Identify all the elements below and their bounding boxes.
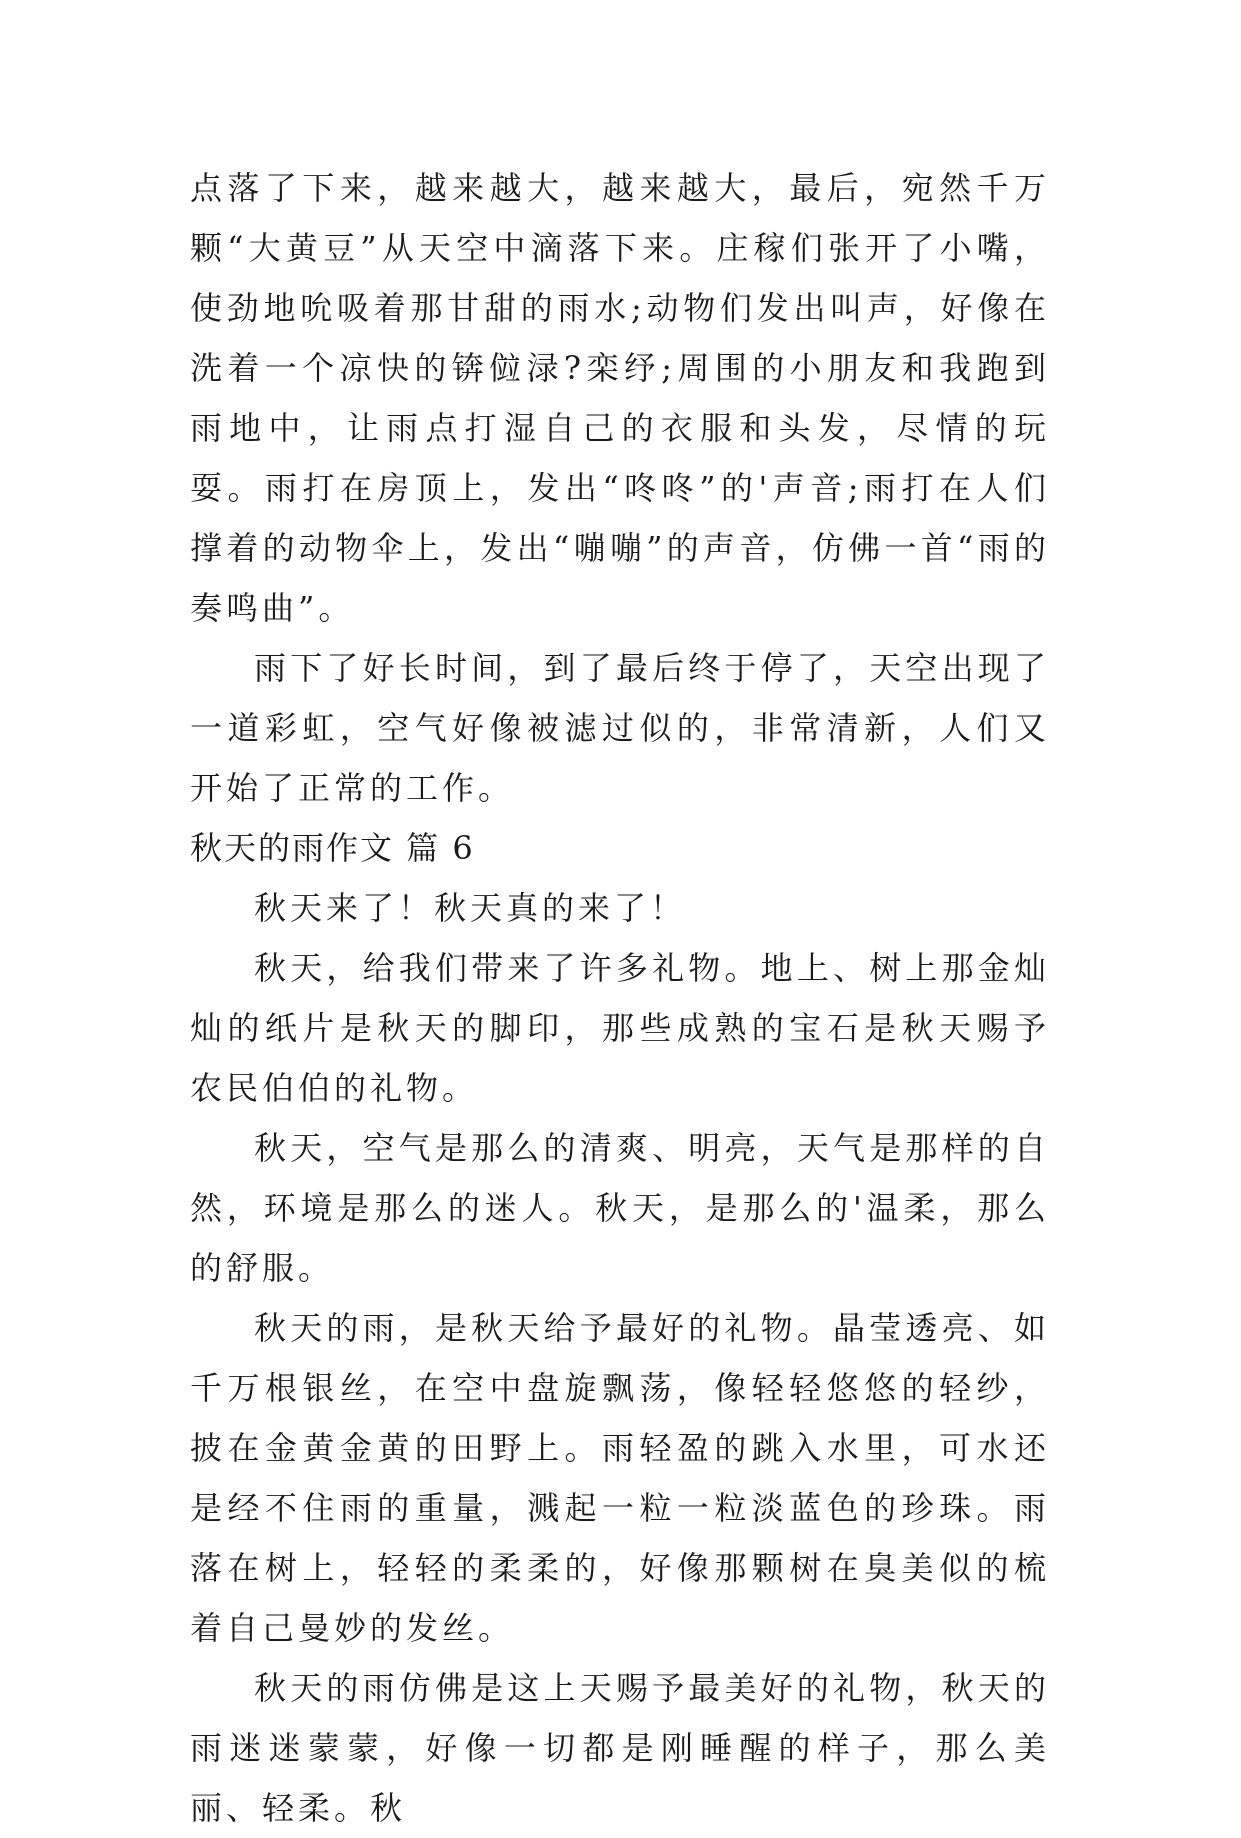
paragraph-rainbow: 雨下了好长时间，到了最后终于停了，天空出现了一道彩虹，空气好像被滤过似的，非常清新，人们又开始了正常的工作。: [190, 649, 1050, 807]
paragraph-autumn-rain: 秋天的雨，是秋天给予最好的礼物。晶莹透亮、如千万根银丝，在空中盘旋飘荡，像轻轻悠悠的轻纱，披在金黄金黄的田野上。雨轻盈的跳入水里，可水还是经不住雨的重量，溅起一粒一粒淡蓝色的珍珠。雨落在树上，轻轻的柔柔的，好像那颗树在臭美似的梳着自己曼妙的发丝。: [190, 1309, 1050, 1647]
paragraph-autumn-gifts: 秋天，给我们带来了许多礼物。地上、树上那金灿灿的纸片是秋天的脚印，那些成熟的宝石是秋天赐予农民伯伯的礼物。: [190, 949, 1050, 1107]
paragraph-autumn-air: 秋天，空气是那么的清爽、明亮，天气是那样的自然，环境是那么的迷人。秋天，是那么的'温柔，那么的舒服。: [190, 1129, 1050, 1287]
paragraph-autumn-arrives: 秋天来了！秋天真的来了！: [254, 889, 687, 927]
essay-heading: 秋天的雨作文 篇 6: [190, 829, 475, 867]
paragraph-autumn-rain-gift: 秋天的雨仿佛是这上天赐予最美好的礼物，秋天的雨迷迷蒙蒙，好像一切都是刚睡醒的样子，那么美丽、轻柔。秋: [190, 1669, 1050, 1827]
document-body: [190, 158, 1050, 1838]
paragraph-rain-scene: 点落了下来，越来越大，越来越大，最后，宛然千万颗“大黄豆”从天空中滴落下来。庄稼们张开了小嘴，使劲地吮吸着那甘甜的雨水;动物们发出叫声，好像在洗着一个凉快的锛傡渌?栾纾;周围的小朋友和我跑到雨地中，让雨点打湿自己的衣服和头发，尽情的玩耍。雨打在房顶上，发出“咚咚”的'声音;雨打在人们撑着的动物伞上，发出“嘣嘣”的声音，仿佛一首“雨的奏鸣曲”。: [190, 169, 1050, 627]
